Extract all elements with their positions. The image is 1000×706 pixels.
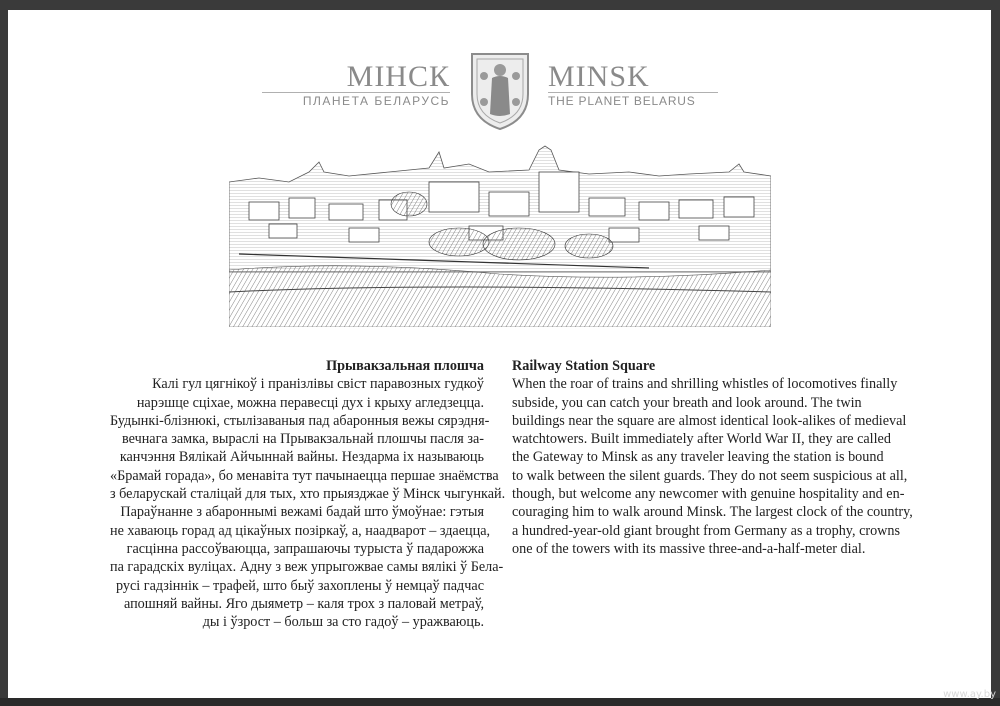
english-heading: Railway Station Square xyxy=(512,358,656,374)
english-line: the Gateway to Minsk as any traveler leaving the station is bound xyxy=(512,449,884,466)
belarusian-line: Калі гул цягнікоў і пранізлівы свіст паравозных гудкоў xyxy=(152,376,484,393)
belarusian-line: «Брамай горада», бо менавіта тут пачынаецца першае знаёмства xyxy=(110,467,499,484)
belarusian-line: нарэшце сціхае, можна перавесці дух і крыху агледзецца. xyxy=(136,394,484,411)
belarusian-line: з беларускай сталіцай для тых, хто прыязджае ў Мінск чыгункай. xyxy=(110,486,506,503)
english-text xyxy=(512,357,922,558)
english-line: a hundred-year-old giant brought from Germany as a trophy, crowns xyxy=(512,522,901,539)
engraving-panorama-icon xyxy=(229,142,771,327)
belarusian-heading: Прывакзальная плошча xyxy=(326,358,484,374)
belarusian-line: не хаваюць горад ад цікаўных позіркаў, а, наадварот – здаецца, xyxy=(110,522,491,539)
english-line: When the roar of trains and shrilling whistles of locomotives finally xyxy=(512,376,898,393)
watermark: www.ay.by xyxy=(943,689,996,700)
minsk-coat-of-arms-icon xyxy=(464,50,536,132)
english-line: buildings near the square are almost identical look-alikes of medieval xyxy=(512,412,907,429)
english-line: one of the towers with its massive three-and-a-half-meter dial. xyxy=(512,540,866,557)
belarusian-text xyxy=(110,357,506,631)
english-line: to walk between the silent guards. They do not seem suspicious at all, xyxy=(512,467,908,484)
belarusian-line: гасцінна рассоўваюцца, запрашаючы турыста ў падарожжа xyxy=(126,540,484,557)
title-english: MINSK xyxy=(548,60,650,93)
english-line: subside, you can catch your breath and look around. The twin xyxy=(512,394,862,411)
belarusian-line: па гарадскіх вуліцах. Адну з веж упрыгожвае самы вялікі ў Бела- xyxy=(110,559,504,576)
belarusian-line: ды і ўзрост – больш за сто гадоў – уражваюць. xyxy=(202,614,484,631)
belarusian-line: вечнага замка, выраслі на Прывакзальнай плошчы пасля за- xyxy=(122,431,484,448)
belarusian-line: апошняй вайны. Яго дыяметр – каля трох з паловай метраў, xyxy=(123,595,484,612)
bottom-edge xyxy=(0,698,1000,706)
subtitle-belarusian: ПЛАНЕТА БЕЛАРУСЬ xyxy=(262,92,450,108)
belarusian-line: Будынкі-блізнюкі, стылізаваныя пад абаронныя вежы сярэдня- xyxy=(110,412,490,429)
english-line: though, but welcome any newcomer with genuine hospitality and en- xyxy=(512,486,905,503)
english-line: couraging him to walk around Minsk. The largest clock of the country, xyxy=(512,504,913,521)
english-line: watchtowers. Built immediately after World War II, they are called xyxy=(512,431,891,448)
subtitle-english: THE PLANET BELARUS xyxy=(548,92,718,108)
belarusian-line: Параўнанне з абароннымі вежамі бадай што ўмоўнае: гэтыя xyxy=(120,504,484,521)
title-belarusian: МІНСК xyxy=(346,60,450,93)
belarusian-line: канчэння Вялікай Айчыннай вайны. Нездарма іх называюць xyxy=(119,449,484,466)
belarusian-line: русі гадзіннік – трафей, што быў захоплены ў немцаў падчас xyxy=(115,577,484,594)
